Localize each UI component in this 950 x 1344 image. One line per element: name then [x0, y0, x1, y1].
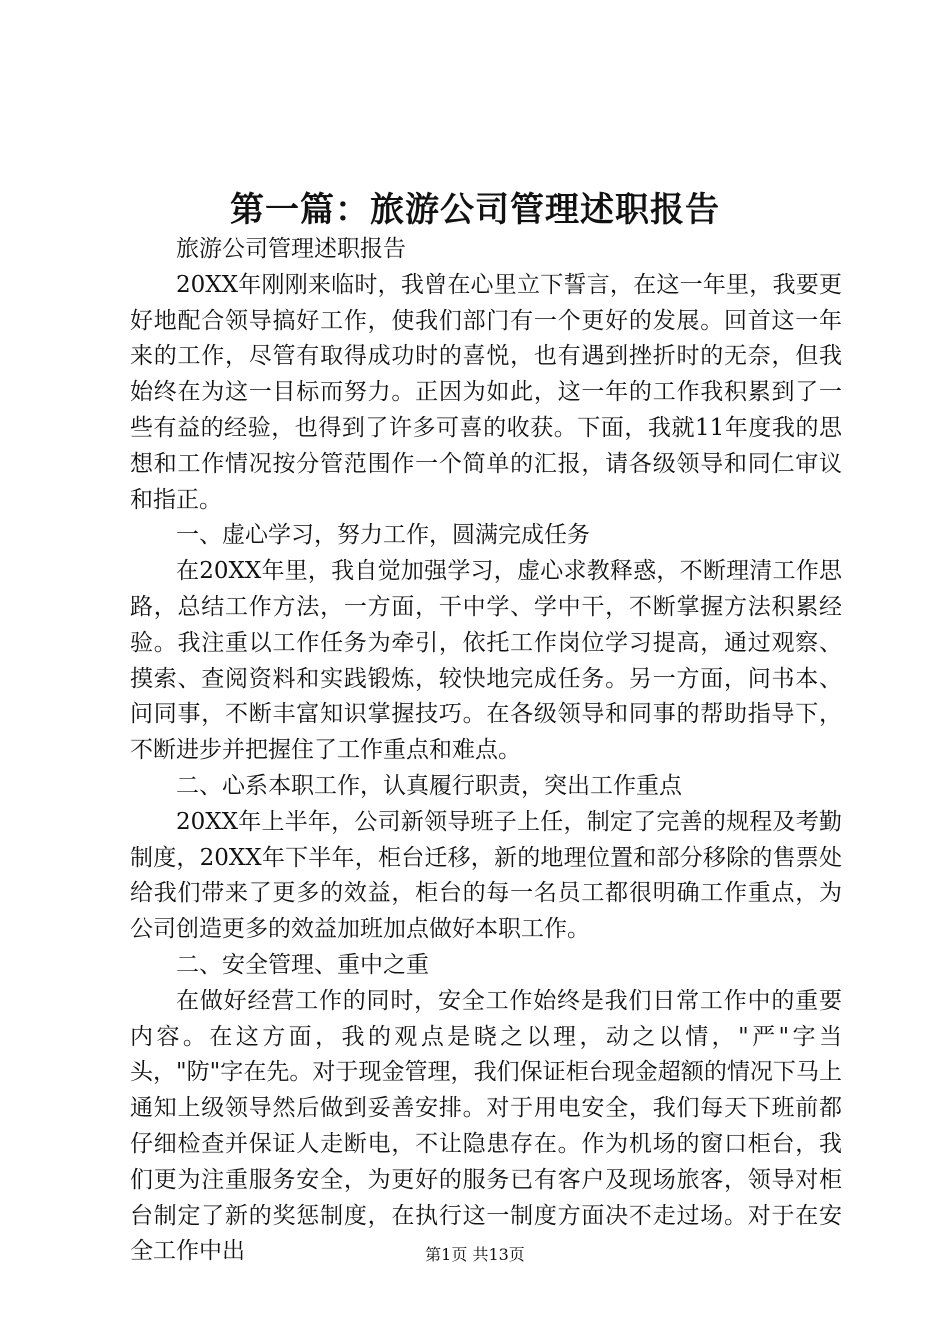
paragraph-subtitle: 旅游公司管理述职报告 — [176, 236, 406, 262]
paragraph-intro: 20XX年刚刚来临时，我曾在心里立下誓言，在这一年里，我要更好地配合领导搞好工作，使我们部门有一个更好的发展。回首这一年来的工作，尽管有取得成功时的喜悦，也有遇到挫折时的无奈，但我始终在为这一目标而努力。正因为如此，这一年的工作我积累到了一些有益的经验，也得到了许多可喜的收获。下面，我就11年度我的思想和工作情况按分管范围作一个简单的汇报，请各级领导和同仁审议和指正。 — [130, 271, 842, 513]
document-body — [130, 232, 842, 1270]
section-heading-3: 二、安全管理、重中之重 — [176, 951, 429, 978]
document-title: 第一篇：旅游公司管理述职报告 — [230, 190, 720, 230]
section-heading-2: 二、心系本职工作，认真履行职责，突出工作重点 — [176, 772, 682, 799]
paragraph-section-3: 在做好经营工作的同时，安全工作始终是我们日常工作中的重要内容。在这方面，我的观点是晓之以理，动之以情，"严"字当头，"防"字在先。对于现金管理，我们保证柜台现金超额的情况下马上通知上级领导然后做到妥善安排。对于用电安全，我们每天下班前都仔细检查并保证人走断电，不让隐患存在。作为机场的窗口柜台，我们更为注重服务安全，为更好的服务已有客户及现场旅客，领导对柜台制定了新的奖惩制度，在执行这一制度方面决不走过场。对于在安全工作中出 — [130, 987, 842, 1265]
paragraph-section-2: 20XX年上半年，公司新领导班子上任，制定了完善的规程及考勤制度，20XX年下半年，柜台迁移，新的地理位置和部分移除的售票处给我们带来了更多的效益，柜台的每一名员工都很明确工作重点，为公司创造更多的效益加班加点做好本职工作。 — [130, 808, 842, 943]
section-heading-1: 一、虚心学习，努力工作，圆满完成任务 — [176, 522, 590, 549]
paragraph-section-1: 在20XX年里，我自觉加强学习，虚心求教释惑，不断理清工作思路，总结工作方法，一方面，干中学、学中干，不断掌握方法积累经验。我注重以工作任务为牵引，依托工作岗位学习提高，通过观察、摸索、查阅资料和实践锻炼，较快地完成任务。另一方面，问书本、问同事，不断丰富知识掌握技巧。在各级领导和同事的帮助指导下，不断进步并把握住了工作重点和难点。 — [130, 558, 842, 764]
page-number-footer: 第1页 共13页 — [425, 1245, 525, 1264]
